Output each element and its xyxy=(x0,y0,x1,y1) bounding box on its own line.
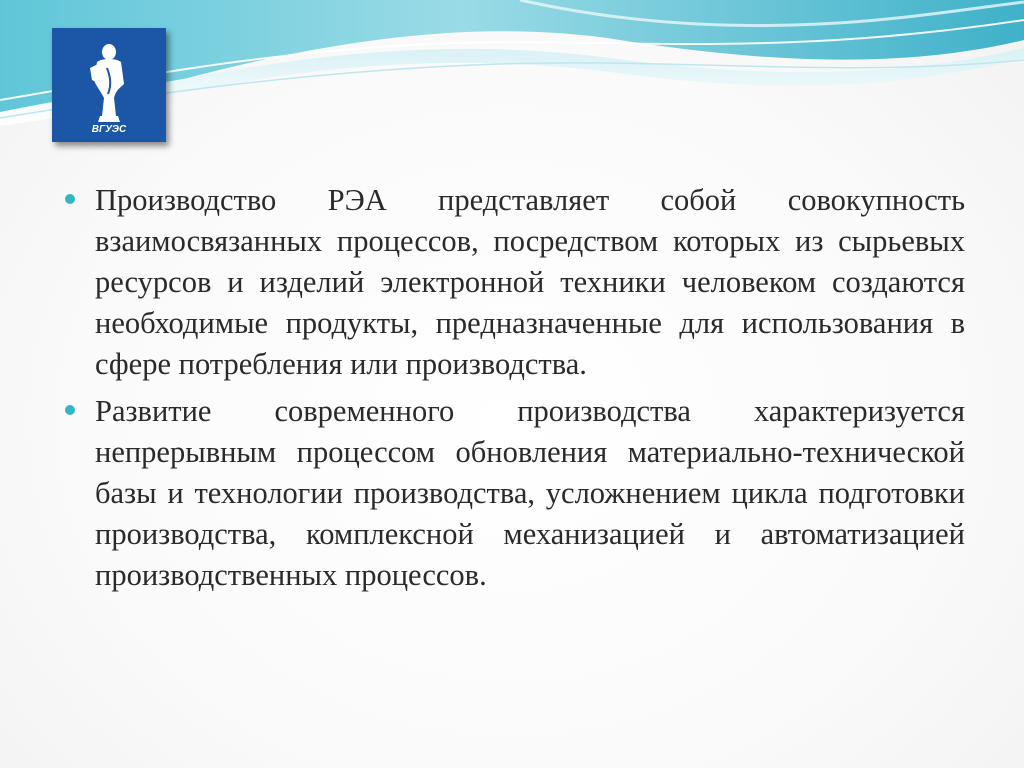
bullet-text: Развитие современного производства характеризуется непрерывным процессом обновления материально-технической базы и технологии производства, усложнением цикла подготовки производства, комплексной механизацией и автоматизацией производственных процессов. xyxy=(95,394,965,592)
bullet-dot-icon xyxy=(65,405,75,415)
bullet-dot-icon xyxy=(65,194,75,204)
svg-text:ВГУЭС: ВГУЭС xyxy=(91,124,127,135)
bullet-item-2 xyxy=(65,391,965,596)
bullet-item-1 xyxy=(65,180,965,385)
university-logo xyxy=(52,28,166,142)
bullet-list xyxy=(65,180,965,602)
bullet-text: Производство РЭА представляет собой совокупность взаимосвязанных процессов, посредством которых из сырьевых ресурсов и изделий электронной техники человеком создаются необходимые продукты, предназначенные для использования в сфере потребления или производства. xyxy=(95,183,965,381)
statue-emblem-icon xyxy=(52,28,166,142)
